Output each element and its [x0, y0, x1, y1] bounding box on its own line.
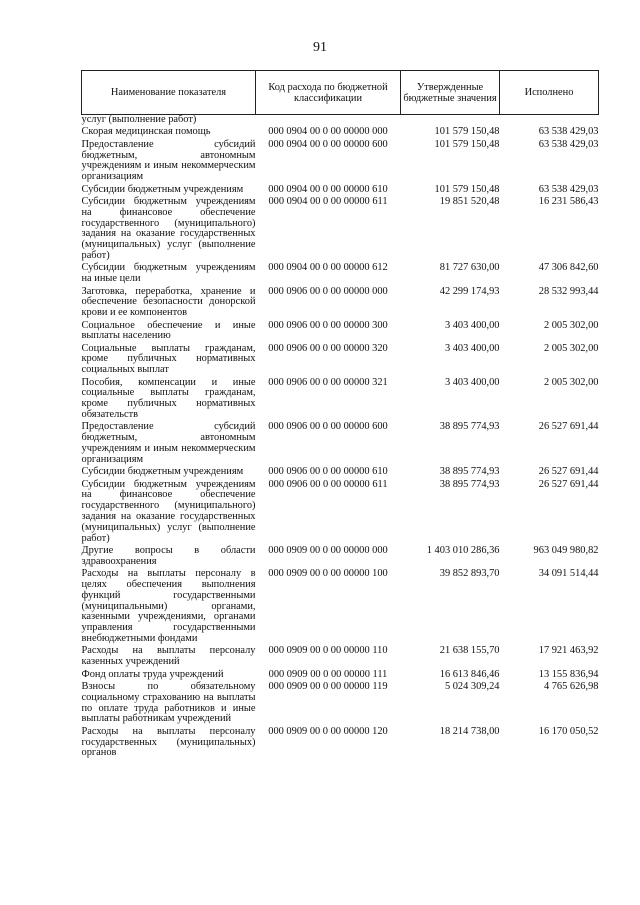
- approved-value: 1 403 010 286,36: [426, 545, 500, 556]
- table-header-row: [82, 71, 599, 115]
- table-row: [82, 646, 599, 669]
- executed-value: 63 538 429,03: [538, 126, 599, 138]
- executed-value: 4 765 626,98: [543, 680, 599, 692]
- indicator-name: Субсидии бюджетным учреждениям на финансовое обеспечение государственного (муниципального) задания на оказание государственных (муниципальных) услуг (выполнение работ): [81, 478, 256, 544]
- approved-value: 3 403 400,00: [444, 376, 500, 388]
- executed-value: 26 527 691,44: [538, 421, 599, 433]
- table-row: [82, 263, 599, 286]
- table-row: [82, 682, 599, 727]
- executed-value: 26 527 691,44: [538, 478, 599, 490]
- indicator-name: Расходы на выплаты персоналу государственных (муниципальных) органов: [81, 725, 256, 759]
- indicator-name: Субсидии бюджетным учреждениям на финансовое обеспечение государственного (муниципального) задания на оказание государственных (муниципальных) услуг (выполнение работ): [81, 195, 256, 261]
- table-row: [82, 344, 599, 378]
- executed-value: 16 231 586,43: [538, 195, 599, 207]
- approved-value: 101 579 150,48: [434, 183, 500, 195]
- approved-value: 38 895 774,93: [439, 421, 500, 433]
- expense-code: 000 0904 00 0 00 00000 612: [268, 262, 388, 274]
- table-row: [82, 480, 599, 546]
- indicator-name: Социальное обеспечение и иные выплаты населению: [81, 319, 256, 342]
- indicator-name: Заготовка, переработка, хранение и обеспечение безопасности донорской крови и ее компонентов: [81, 285, 256, 319]
- expense-code: 000 0906 00 0 00 00000 000: [268, 285, 388, 297]
- expense-code: 000 0906 00 0 00 00000 300: [268, 319, 388, 331]
- table-row: [82, 569, 599, 646]
- approved-value: 38 895 774,93: [439, 466, 500, 478]
- executed-value: 2 005 302,00: [543, 342, 599, 354]
- executed-value: 2 005 302,00: [543, 319, 599, 331]
- approved-value: 42 299 174,93: [439, 285, 500, 297]
- approved-value: 21 638 155,70: [439, 645, 500, 657]
- expense-code: 000 0909 00 0 00 00000 119: [268, 680, 388, 692]
- budget-execution-table: [81, 70, 599, 761]
- approved-value: 3 403 400,00: [444, 319, 500, 331]
- header-executed: Исполнено: [500, 71, 599, 115]
- table-row: [82, 321, 599, 344]
- indicator-name: Пособия, компенсации и иные социальные выплаты гражданам, кроме публичных нормативных обязательств: [81, 376, 256, 421]
- table-row: [82, 378, 599, 423]
- table-row: [82, 127, 599, 139]
- indicator-name: Субсидии бюджетным учреждениям на иные цели: [81, 262, 256, 285]
- approved-value: 38 895 774,93: [439, 478, 500, 490]
- expense-code: 000 0906 00 0 00 00000 321: [268, 376, 388, 388]
- indicator-name: Субсидии бюджетным учреждениям: [81, 183, 244, 195]
- expense-code: 000 0909 00 0 00 00000 120: [268, 725, 388, 737]
- approved-value: 19 851 520,48: [439, 195, 500, 207]
- executed-value: 963 049 980,82: [533, 545, 599, 556]
- header-indicator-name: Наименование показателя: [82, 71, 256, 115]
- approved-value: 81 727 630,00: [439, 262, 500, 274]
- approved-value: 16 613 846,46: [439, 668, 500, 680]
- indicator-name: Социальные выплаты гражданам, кроме публичных нормативных социальных выплат: [81, 342, 256, 376]
- approved-value: 3 403 400,00: [444, 342, 500, 354]
- table-row: [82, 197, 599, 263]
- expense-code: 000 0909 00 0 00 00000 110: [268, 645, 388, 657]
- indicator-name: Предоставление субсидий бюджетным, автономным учреждениям и иным некоммерческим организациям: [81, 421, 256, 465]
- table-row: [82, 546, 599, 569]
- approved-value: 39 852 893,70: [439, 568, 500, 580]
- executed-value: 47 306 842,60: [538, 262, 599, 274]
- table-row: [82, 287, 599, 321]
- executed-value: 16 170 050,52: [538, 725, 599, 737]
- executed-value: 34 091 514,44: [538, 568, 599, 580]
- expense-code: 000 0904 00 0 00 00000 000: [268, 126, 388, 138]
- table-row: [82, 140, 599, 185]
- page-number: 91: [313, 40, 327, 55]
- executed-value: 13 155 836,94: [538, 668, 599, 680]
- indicator-name: Предоставление субсидий бюджетным, автономным учреждениям и иным некоммерческим организациям: [81, 138, 256, 183]
- indicator-name: Скорая медицинская помощь: [81, 126, 211, 138]
- indicator-name: услуг (выполнение работ): [81, 114, 197, 125]
- indicator-name: Фонд оплаты труда учреждений: [81, 668, 224, 680]
- approved-value: 18 214 738,00: [439, 725, 500, 737]
- header-expense-code: Код расхода по бюджетной классификации: [256, 71, 401, 115]
- executed-value: 17 921 463,92: [538, 645, 599, 657]
- executed-value: 63 538 429,03: [538, 138, 599, 150]
- header-approved-values: Утвержденные бюджетные значения: [401, 71, 500, 115]
- executed-value: 2 005 302,00: [543, 376, 599, 388]
- executed-value: 28 532 993,44: [538, 285, 599, 297]
- executed-value: 63 538 429,03: [538, 183, 599, 195]
- table-row: [82, 422, 599, 467]
- expense-code: 000 0906 00 0 00 00000 600: [268, 421, 388, 433]
- indicator-name: Субсидии бюджетным учреждениям: [81, 466, 244, 478]
- approved-value: 101 579 150,48: [434, 126, 500, 138]
- indicator-name: Взносы по обязательному социальному страхованию на выплаты по оплате труда работников и иные выплаты работникам учреждений: [81, 680, 256, 725]
- expense-code: 000 0909 00 0 00 00000 100: [268, 568, 388, 580]
- approved-value: 101 579 150,48: [434, 138, 500, 150]
- approved-value: 5 024 309,24: [444, 680, 500, 692]
- expense-code: 000 0904 00 0 00 00000 600: [268, 138, 388, 150]
- expense-code: 000 0904 00 0 00 00000 610: [268, 183, 388, 195]
- expense-code: 000 0906 00 0 00 00000 611: [268, 478, 388, 490]
- table-row: [82, 467, 599, 479]
- indicator-name: Расходы на выплаты персоналу казенных учреждений: [81, 645, 256, 668]
- executed-value: 26 527 691,44: [538, 466, 599, 478]
- indicator-name: Расходы на выплаты персоналу в целях обеспечения выполнения функций государственными (муниципальными) органами, казенными учреждениями, органами управления государственными внебюджетными фондами: [81, 568, 256, 644]
- expense-code: 000 0906 00 0 00 00000 320: [268, 342, 388, 354]
- expense-code: 000 0906 00 0 00 00000 610: [268, 466, 388, 478]
- indicator-name: Другие вопросы в области здравоохранения: [81, 545, 256, 567]
- table-row: [82, 727, 599, 761]
- expense-code: 000 0909 00 0 00 00000 000: [268, 545, 388, 556]
- expense-code: 000 0909 00 0 00 00000 111: [268, 668, 388, 680]
- expense-code: 000 0904 00 0 00 00000 611: [268, 195, 388, 207]
